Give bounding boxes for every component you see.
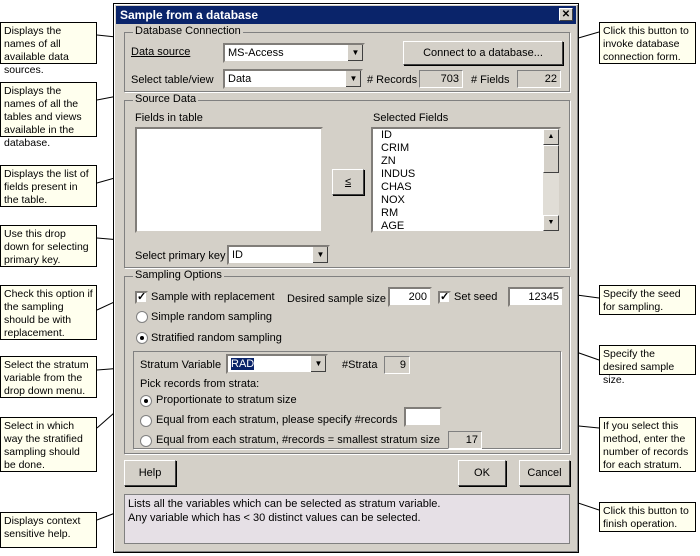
seed-input[interactable]: 12345: [508, 287, 564, 307]
chevron-down-icon: ▼: [347, 45, 363, 61]
list-item[interactable]: INDUS: [381, 168, 416, 180]
records-label: # Records: [367, 74, 418, 86]
chevron-down-icon: ▼: [310, 356, 326, 372]
scroll-up-icon[interactable]: ▲: [543, 129, 559, 145]
context-help-box: [124, 494, 570, 544]
selected-fields-label: Selected Fields: [373, 112, 449, 124]
proportionate-radio[interactable]: [140, 395, 152, 407]
primary-key-value: ID: [232, 249, 243, 261]
callout-tables: Displays the names of all the tables and views available in the database.: [0, 82, 97, 137]
pick-records-label: Pick records from strata:: [140, 378, 260, 390]
set-seed-label: Set seed: [454, 291, 498, 303]
chevron-down-icon: ▼: [312, 247, 328, 263]
database-connection-title: Database Connection: [135, 25, 241, 37]
stratified-radio[interactable]: [136, 332, 148, 344]
fields-count: 22: [517, 70, 561, 88]
table-value: Data: [228, 73, 252, 85]
scroll-thumb[interactable]: [543, 145, 559, 173]
with-replacement-checkbox[interactable]: ✓: [137, 291, 147, 303]
data-source-dropdown[interactable]: [223, 43, 365, 63]
scroll-down-icon[interactable]: ▼: [543, 215, 559, 231]
with-replacement-label: Sample with replacement: [151, 291, 275, 303]
list-item[interactable]: CRIM: [381, 142, 410, 154]
equal-specify-radio[interactable]: [140, 415, 152, 427]
chevron-down-icon: ▼: [345, 71, 361, 87]
data-source-value: MS-Access: [228, 47, 284, 59]
callout-stratified-way: Select in which way the stratified sampling should be done.: [0, 417, 97, 472]
list-item[interactable]: NOX: [381, 194, 405, 206]
move-field-button[interactable]: ≤: [332, 169, 364, 195]
source-data-title: Source Data: [135, 93, 197, 105]
help-text-line-1: Lists all the variables which can be selected as stratum variable.: [128, 498, 441, 510]
database-connection-group: [124, 25, 570, 92]
proportionate-label: Proportionate to stratum size: [156, 394, 297, 406]
cancel-button[interactable]: Cancel: [519, 460, 570, 486]
equal-records-input[interactable]: [404, 407, 442, 427]
primary-key-label: Select primary key: [135, 250, 226, 262]
desired-size-input[interactable]: 200: [388, 287, 432, 307]
equal-smallest-label: Equal from each stratum, #records = smallest stratum size: [156, 434, 440, 446]
fields-label: # Fields: [471, 74, 510, 86]
close-button[interactable]: ✕: [559, 8, 573, 21]
sampling-options-group: [124, 269, 570, 454]
simple-random-label: Simple random sampling: [151, 311, 273, 323]
callout-seed: Specify the seed for sampling.: [599, 285, 696, 315]
connect-database-button[interactable]: Connect to a database...: [403, 41, 563, 65]
callout-replacement: Check this option if the sampling should be with replacement.: [0, 285, 97, 340]
desired-size-label: Desired sample size: [287, 293, 387, 305]
list-item[interactable]: ZN: [381, 155, 396, 167]
fields-in-table-list[interactable]: [135, 127, 323, 233]
sample-dialog: [113, 3, 579, 553]
stratified-subgroup: [133, 351, 561, 449]
stratum-variable-value: RAD: [231, 358, 255, 370]
callout-finish: Click this button to finish operation.: [599, 502, 696, 532]
select-table-label: Select table/view: [131, 74, 214, 86]
smallest-stratum-count: 17: [448, 431, 482, 449]
equal-specify-label: Equal from each stratum, please specify #records: [156, 414, 398, 426]
ok-button[interactable]: OK: [458, 460, 506, 486]
callout-fields: Displays the list of fields present in the table.: [0, 165, 97, 207]
callout-data-sources: Displays the names of all available data sources.: [0, 22, 97, 64]
callout-context-help: Displays context sensitive help.: [0, 512, 97, 548]
set-seed-checkbox[interactable]: ✓: [440, 291, 450, 303]
strata-label: #Strata: [342, 359, 378, 371]
stratified-label: Stratified random sampling: [151, 332, 282, 344]
source-data-group: [124, 93, 570, 268]
strata-count: 9: [384, 356, 410, 374]
stratum-variable-dropdown[interactable]: [226, 354, 328, 374]
help-button[interactable]: Help: [124, 460, 176, 486]
callout-stratum: Select the stratum variable from the drop down menu.: [0, 356, 97, 398]
stratum-variable-label: Stratum Variable: [140, 359, 222, 371]
equal-smallest-radio[interactable]: [140, 435, 152, 447]
primary-key-dropdown[interactable]: [227, 245, 330, 265]
title-bar: [116, 6, 576, 24]
selected-fields-scrollbar[interactable]: [543, 129, 559, 231]
list-item[interactable]: ID: [381, 129, 392, 141]
callout-connect: Click this button to invoke database connection form.: [599, 22, 696, 64]
list-item[interactable]: AGE: [381, 220, 405, 232]
callout-records-method: If you select this method, enter the number of records for each stratum.: [599, 417, 696, 472]
sampling-options-title: Sampling Options: [135, 269, 222, 281]
simple-random-radio[interactable]: [136, 311, 148, 323]
table-dropdown[interactable]: [223, 69, 363, 89]
callout-desired-size: Specify the desired sample size.: [599, 345, 696, 375]
selected-fields-list[interactable]: [371, 127, 561, 233]
list-item[interactable]: RM: [381, 207, 399, 219]
list-item[interactable]: CHAS: [381, 181, 412, 193]
fields-in-table-label: Fields in table: [135, 112, 203, 124]
data-source-label: Data source: [131, 46, 191, 58]
callout-primary-key: Use this drop down for selecting primary key.: [0, 225, 97, 267]
records-count: 703: [419, 70, 463, 88]
help-text-line-2: Any variable which has < 30 distinct values can be selected.: [128, 512, 421, 524]
window-title: Sample from a database: [120, 8, 259, 22]
